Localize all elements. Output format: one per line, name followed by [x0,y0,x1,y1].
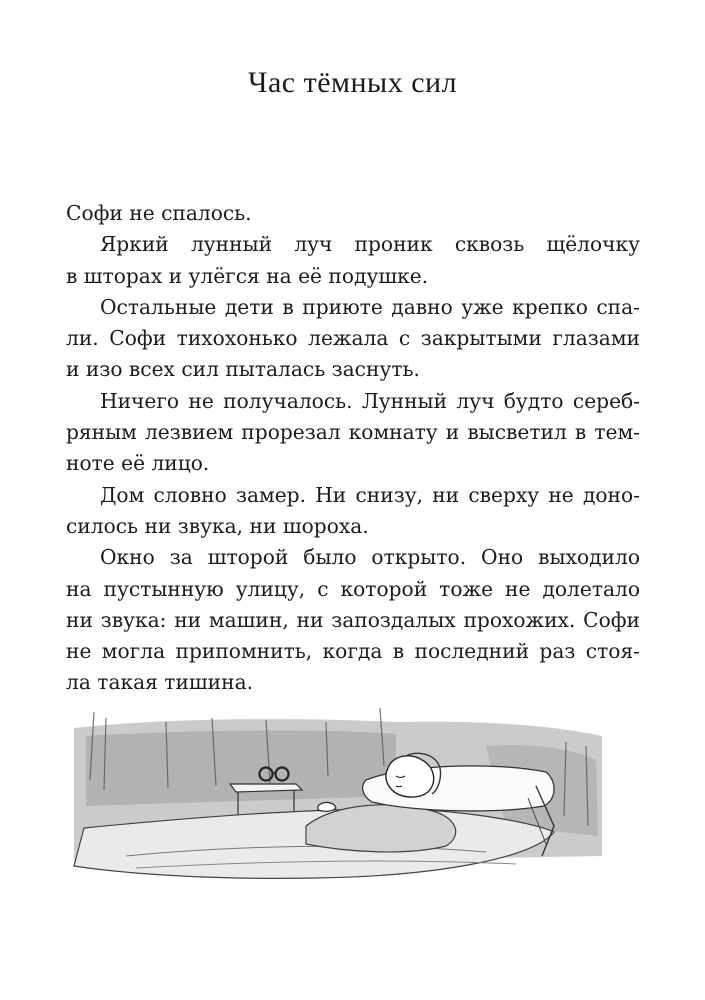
text-line: Остальные дети в приюте давно уже крепко спа- [100,294,640,319]
text-line: Окно за шторой было открыто. Оно выходило [100,545,640,570]
text-line: силось ни звука, ни шороха. [66,513,369,538]
text-line: ли. Софи тихохонько лежала с закрытыми глазами [66,326,640,351]
text-line: ряным лезвием прорезал комнату и высветил в тем- [66,420,640,445]
text-line: на пустынную улицу, с которой тоже не долетало [66,576,640,601]
chapter-title: Час тёмных сил [247,66,458,99]
text-line: ни звука: ни машин, ни запоздалых прохожих. Софи [66,607,640,632]
text-line: Яркий лунный луч проник сквозь щёлочку [100,232,640,257]
text-line: ла такая тишина. [66,670,254,695]
chapter-body [66,198,640,699]
text-line: ноте её лицо. [66,451,210,476]
sleeping-girl-in-bed-illustration [66,706,610,892]
text-line: Ничего не получалось. Лунный луч будто сереб- [100,388,640,413]
text-line: не могла припомнить, когда в последний раз стоя- [66,639,640,664]
text-line: в шторах и улёгся на её подушке. [66,263,429,288]
text-line: Софи не спалось. [66,201,252,225]
text-line: Дом словно замер. Ни снизу, ни сверху не доно- [100,482,640,507]
text-line: и изо всех сил пыталась заснуть. [66,357,420,382]
